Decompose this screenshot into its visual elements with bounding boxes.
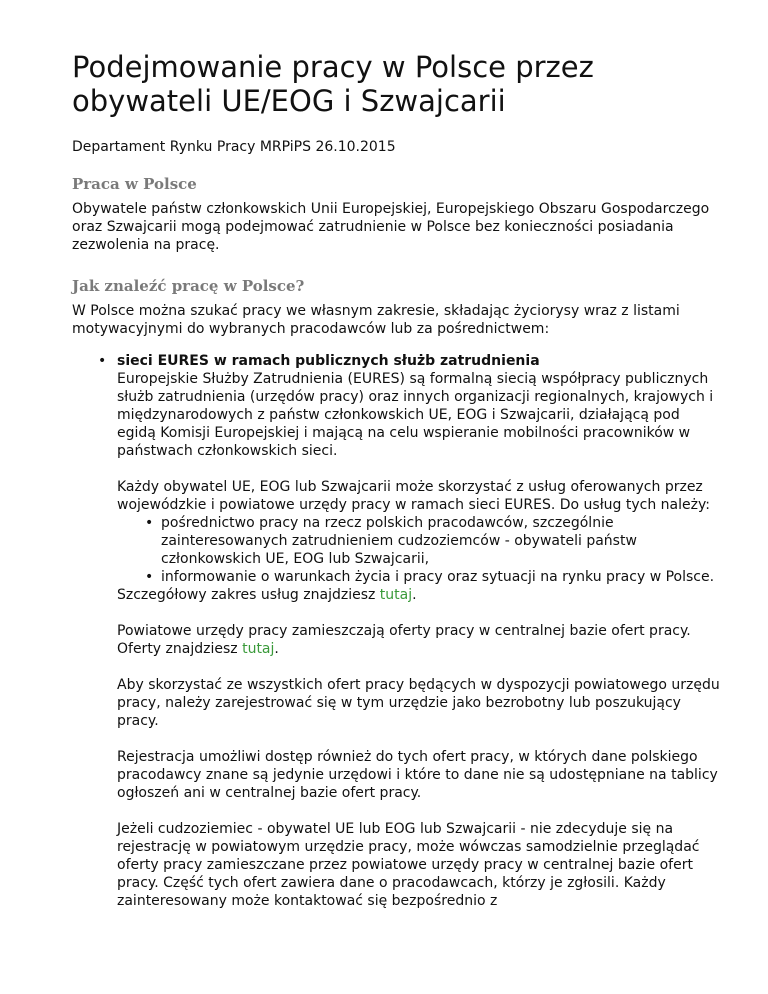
eures-services-list [117,514,720,586]
section-heading-work-in-poland: Praca w Polsce [72,175,197,193]
section-heading-how-to-find-work: Jak znaleźć pracę w Polsce? [72,277,305,295]
scope-link[interactable]: tutaj [379,587,413,603]
list-item-service [145,568,720,586]
eures-services-intro: Każdy obywatel UE, EOG lub Szwajcarii może skorzystać z usług oferowanych przez wojewódzkie i powiatowe urzędy pracy w ramach sieci EURES. Do usług tych należy: [117,479,710,513]
eures-services-block [117,478,720,604]
service-text: informowanie o warunkach życia i pracy oraz sytuacji na rynku pracy w Polsce. [161,569,715,585]
no-registration-paragraph: Jeżeli cudzoziemiec - obywatel UE lub EOG lub Szwajcarii - nie zdecyduje się na rejestrację w powiatowym urzędzie pracy, może wówczas samodzielnie przeglądać oferty pracy zamieszczane przez powiatowe urzędy pracy w centralnej bazie ofert pracy. Część tych ofert zawiera dane o pracodawcach, którzy je zgłosili. Każdy zainteresowany może kontaktować się bezpośrednio z [117,821,700,909]
offers-paragraph [117,622,720,658]
channels-list [72,352,720,910]
eures-title: sieci EURES w ramach publicznych służb zatrudnienia [117,353,540,369]
list-item-service [145,514,720,568]
scope-paragraph [117,586,720,604]
page-title: Podejmowanie pracy w Polsce przez obywateli UE/EOG i Szwajcarii [72,50,594,118]
section-intro-how-to-find-work: W Polsce można szukać pracy we własnym zakresie, składając życiorysy wraz z listami motywacyjnymi do wybranych pracodawców lub za pośrednictwem: [72,303,680,337]
bullet-icon: • [145,515,154,531]
section-body-work-in-poland: Obywatele państw członkowskich Unii Europejskiej, Europejskiego Obszaru Gospodarczego oraz Szwajcarii mogą podejmować zatrudnienie w Polsce bez konieczności posiadania zezwolenia na pracę. [72,201,710,253]
scope-end: . [412,587,417,603]
bullet-icon: • [145,569,154,585]
bullet-icon: • [98,353,107,369]
registration-paragraph: Aby skorzystać ze wszystkich ofert pracy będących w dyspozycji powiatowego urzędu pracy, należy zarejestrować się w tym urzędzie jako bezrobotny lub poszukujący pracy. [117,677,720,729]
list-item-eures [98,352,720,910]
offers-end: . [274,641,279,657]
document-subtitle: Departament Rynku Pracy MRPiPS 26.10.2015 [72,139,396,155]
scope-text: Szczegółowy zakres usług znajdziesz [117,587,380,603]
eures-description: Europejskie Służby Zatrudnienia (EURES) są formalną siecią współpracy publicznych służb zatrudnienia (urzędów pracy) oraz innych organizacji regionalnych, krajowych i międzynarodowych z państw członkowskich UE, EOG i Szwajcarii, działającą pod egidą Komisji Europejskiej i mającą na celu wspieranie mobilności pracowników w państwach członkowskich sieci. [117,371,714,459]
service-text: pośrednictwo pracy na rzecz polskich pracodawców, szczególnie zainteresowanych zatrudnieniem cudzoziemców - obywateli państw członkowskich UE, EOG lub Szwajcarii, [161,515,637,567]
access-paragraph: Rejestracja umożliwi dostęp również do tych ofert pracy, w których dane polskiego pracodawcy znane są jedynie urzędowi i które to dane nie są udostępniane na tablicy ogłoszeń ani w centralnej bazie ofert pracy. [117,749,718,801]
offers-text: Powiatowe urzędy pracy zamieszczają oferty pracy w centralnej bazie ofert pracy. Oferty znajdziesz [117,623,691,657]
offers-link[interactable]: tutaj [242,641,275,657]
